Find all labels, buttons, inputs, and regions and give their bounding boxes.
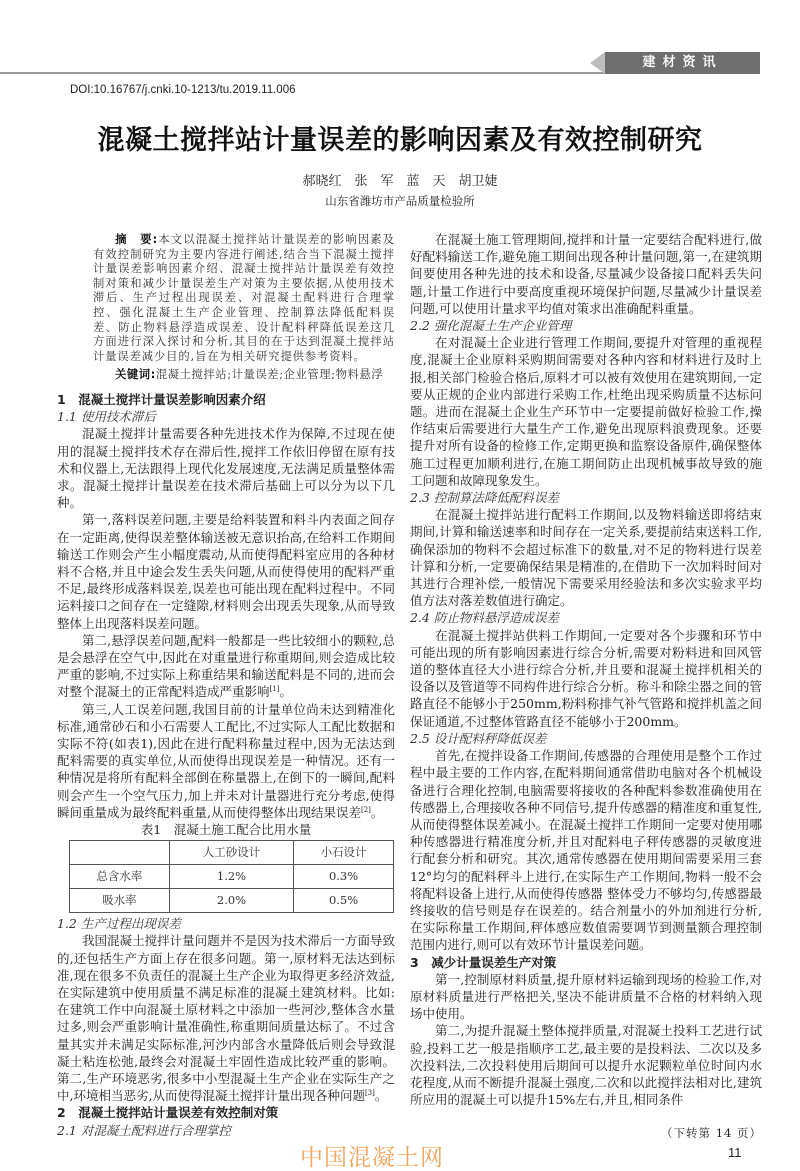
subsection-heading: 2.3 控制算法降低配料误差 xyxy=(410,490,559,506)
keywords-text: 混凝土搅拌站;计量误差;企业管理;物料悬浮 xyxy=(155,368,384,382)
paragraph-text: 我国混凝土搅拌计量问题并不是因为技术滞后一方面导致的,还包括生产方面上存在很多问题。第一,原材料无法达到标准,现在很多不负责任的混凝土生产企业为取得更多经济效益,在实际建筑中使用质量不满足标准的混凝土建筑材料。比如:在建筑工作中向混凝土原材料之中添加一些河沙,整体含水量过多,则会严重影响计量准确性,称重期间质量达标了。不过含量其实并未满足实际标准,河沙内部含水量降低后则会导致混凝土粘连松弛,最终会对混凝土牢固性造成比较严重的影响。第二,生产环境恶劣,很多中小型混凝土生产企业在实际生产之中,环境相当恶劣,从而使得混凝土搅拌计量出现各种问题 xyxy=(57,933,395,1104)
section-heading: 2 混凝土搅拌站计量误差有效控制对策 xyxy=(57,1105,279,1121)
table-header: 人工砂设计 xyxy=(169,841,293,865)
keywords xyxy=(93,368,395,383)
section-heading: 1 混凝土搅拌计量误差影响因素介绍 xyxy=(57,391,266,407)
paragraph: 第一,控制原材料质量,提升原材料运输到现场的检验工作,对原材料质量进行严格把关,坚决不能讲质量不合格的材料纳入现场中使用。 xyxy=(410,971,762,1022)
table-cell: 2.0% xyxy=(169,889,293,913)
paragraph: 在混凝土搅拌站供料工作期间,一定要对各个步骤和环节中可能出现的所有影响因素进行综合分析,需要对粉料进和回风管道的整体直径大小进行综合分析,并且要和混凝土搅拌机相关的设备以及管道等不同构件进行综合分析。称斗和除尘器之间的管路直径不能够小于250mm,粉料称排气补气管路和搅拌机盖之间保证通道,不过整体管路直径不能够小于200mm。 xyxy=(410,627,762,729)
table-header-row xyxy=(70,841,394,865)
paragraph: 在混凝土施工管理期间,搅拌和计量一定要结合配料进行,做好配料输送工作,避免施工期间出现各种计量问题,第一,在建筑期间要使用各种先进的技术和设备,尽量减少设备接口配料丢失问题,计量工作进行中要高度重视环境保护问题,尽量减少计量误差问题,可以使用计量求平均值对策求出准确配料重量。 xyxy=(410,232,762,316)
table-caption: 表1 混凝土施工配合比用水量 xyxy=(140,822,312,838)
abstract xyxy=(93,233,395,364)
subsection-heading: 1.1 使用技术滞后 xyxy=(57,409,156,425)
affiliation: 山东省潍坊市产品质量检验所 xyxy=(325,194,475,208)
page-number: 11 xyxy=(728,1144,742,1160)
left-column xyxy=(57,391,395,1139)
table-cell: 吸水率 xyxy=(70,889,170,913)
watermark: 中国混凝土网 xyxy=(300,1144,444,1171)
table-cell: 总含水率 xyxy=(70,865,170,889)
citation[interactable]: [1] xyxy=(269,685,280,694)
authors: 郝晓红 张 军 蓝 天 胡卫婕 xyxy=(302,174,498,189)
table-row xyxy=(70,889,394,913)
subsection-heading: 2.2 强化混凝土生产企业管理 xyxy=(410,318,572,334)
paragraph: 第三,人工误差问题,我国目前的计量单位尚未达到精准化标准,通常砂石和小石需要人工配比,不过实际人工配比数据和实际不符(如表1),因此在进行配料称量过程中,因为无法达到配料需要的真实单位,从而使得出现误差是一种情况。还有一种情况是将所有配料全部倒在称量器上,在倒下的一瞬间,配料则会产生一个空气压力,加上并未对计量器进行充分考虑,使得瞬间重量成为最终配料重量,从而使得整体出现结果误差[2]。 xyxy=(57,701,395,820)
section-badge: 建材资讯 xyxy=(605,52,760,74)
table-row xyxy=(70,865,394,889)
table-cell: 0.5% xyxy=(294,889,394,913)
paragraph: 第二,悬浮误差问题,配料一般都是一些比较细小的颗粒,总是会悬浮在空气中,因此在对重量进行称重期间,则会造成比较严重的影响,不过实际上称重结果和输送配料是不同的,进而会对整个混凝土的正常配料造成严重影响[1]。 xyxy=(57,632,395,700)
abstract-block xyxy=(93,233,395,383)
paragraph: 在混凝土搅拌站进行配料工作期间,以及物料输送即将结束期间,计算和输送速率和时间存在一定关系,要提前结束送料工作,确保添加的物料不会超过标准下的数量,对不足的物料进行误差计算和分析,一定要确保结果是精准的,在借助下一次加料时间对其进行合理补偿,一般情况下需要采用经验法和多次实验求平均值方法对落差数值进行确定。 xyxy=(410,507,762,609)
subsection-heading: 2.4 防止物料悬浮造成误差 xyxy=(410,610,559,626)
paper-title: 混凝土搅拌站计量误差的影响因素及有效控制研究 xyxy=(97,125,703,156)
paragraph: 我国混凝土搅拌计量问题并不是因为技术滞后一方面导致的,还包括生产方面上存在很多问题。第一,原材料无法达到标准,现在很多不负责任的混凝土生产企业为取得更多经济效益,在实际建筑中使用质量不满足标准的混凝土建筑材料。比如:在建筑工作中向混凝土原材料之中添加一些河沙,整体含水量过多,则会严重影响计量准确性,称重期间质量达标了。不过含量其实并未满足实际标准,河沙内部含水量降低后则会导致混凝土粘连松弛,最终会对混凝土牢固性造成比较严重的影响。第二,生产环境恶劣,很多中小型混凝土生产企业在实际生产之中,环境相当恶劣,从而使得混凝土搅拌计量出现各种问题[3]。 xyxy=(57,933,395,1104)
table-header xyxy=(70,841,170,865)
table-cell: 0.3% xyxy=(294,865,394,889)
citation[interactable]: [3] xyxy=(364,1089,375,1098)
paragraph: 混凝土搅拌计量需要各种先进技术作为保障,不过现在使用的混凝土搅拌技术存在滞后性,搅拌工作依旧停留在原有技术和仪器上,无法跟得上现代化发展速度,无法满足质量整体需求。混凝土搅拌计量误差在技术滞后基础上可以分为以下几种。 xyxy=(57,426,395,511)
keywords-label: 关键词: xyxy=(115,368,156,382)
paragraph: 首先,在搅拌设备工作期间,传感器的合理使用是整个工作过程中最主要的工作内容,在配料期间通常借助电脑对各个机械设备进行合理化控制,电脑需要将接收的各种配料参数准确使用在传感器上,合理接收各种不同信号,提升传感器的精准度和重复性,从而使得整体误差减小。在混凝土搅拌工作期间一定要对使用哪种传感器进行精准度分析,并且对配料电子秤传感器的灵敏度进行配套分析和研究。其次,通常传感器在使用期间需要采用三套12°均匀的配料秤斗上进行,在实际生产工作期间,物料一般不会将配料设备上进行,从而使得传感器 整体受力不够均匀,传感器最终接收的信号则是存在误差的。结合剂量小的外加剂进行分析,在实际称量工作期间,秤体感应数值需要调节到测量额合理控制范围内进行,则可以有效环节计量误差问题。 xyxy=(410,748,762,953)
paragraph: 第一,落料误差问题,主要是给料装置和料斗内表面之间存在一定距离,使得误差整体输送被无意识抬高,在给料工作期间输送工作则会产生小幅度震动,从而使得配料室应用的各种材料不合格,并且中途会发生丢失问题,从而使得使用的配料严重不足,最终形成落料误差,误差也可能出现在配料过程中。不同运料接口之间存在一定缝隙,材料则会出现丢失现象,从而导致整体上出现落料误差问题。 xyxy=(57,512,395,631)
badge-arrow-icon xyxy=(590,52,605,74)
abstract-label: 摘 要: xyxy=(115,233,159,246)
doi: DOI:10.16767/j.cnki.10-1213/tu.2019.11.006 xyxy=(70,84,296,96)
abstract-text: 本文以混凝土搅拌站计量误差的影响因素及有效控制研究为主要内容进行阐述,结合当下混凝土搅拌计量误差影响因素介绍、混凝土搅拌站计量误差有效控制对策和减少计量误差生产对策为主要依据,从使用技术滞后、生产过程出现误差、对混凝土配料进行合理掌控、强化混凝土生产企业管理、控制算法降低配料误差、防止物料悬浮造成误差、设计配料秤降低误差这几方面进行深入探讨和分析,其目的在于达到混凝土搅拌站计量误差减少目的,旨在为相关研究提供参考资料。 xyxy=(93,233,395,363)
citation[interactable]: [2] xyxy=(360,805,371,814)
subsection-heading: 1.2 生产过程出现误差 xyxy=(57,916,181,932)
right-column xyxy=(410,231,762,1143)
table-header: 小石设计 xyxy=(294,841,394,865)
paragraph: 第二,为提升混凝土整体搅拌质量,对混凝土投料工艺进行试验,投料工艺一般是指顺序工艺,最主要的是投料法、二次以及多次投料法,二次投料使用后期间可以提升水泥颗粒单位时间内水花程度,从而不断提升混凝土强度,二次和以此搅拌法相对比,建筑所应用的混凝土可以提升15%左右,并且,相同条件 xyxy=(410,1023,762,1108)
water-content-table xyxy=(69,840,394,913)
subsection-heading: 2.1 对混凝土配料进行合理掌控 xyxy=(57,1122,231,1138)
subsection-heading: 2.5 设计配料秤降低误差 xyxy=(410,730,547,746)
continued-note[interactable]: （下转第 14 页） xyxy=(661,1126,762,1141)
paragraph-text: 第二,悬浮误差问题,配料一般都是一些比较细小的颗粒,总是会悬浮在空气中,因此在对重量进行称重期间,则会造成比较严重的影响,不过实际上称重结果和输送配料是不同的,进而会对整个混凝土的正常配料造成严重影响 xyxy=(57,632,395,700)
section-heading: 3 减少计量误差生产对策 xyxy=(410,954,557,970)
table-cell: 1.2% xyxy=(169,865,293,889)
paragraph-text: 第三,人工误差问题,我国目前的计量单位尚未达到精准化标准,通常砂石和小石需要人工配比,不过实际人工配比数据和实际不符(如表1),因此在进行配料称量过程中,因为无法达到配料需要的真实单位,从而使得出现误差是一种情况。还有一种情况是将所有配料全部倒在称量器上,在倒下的一瞬间,配料则会产生一个空气压力,加上并未对计量器进行充分考虑,使得瞬间重量成为最终配料重量,从而使得整体出现结果误差 xyxy=(57,701,395,820)
paragraph: 在对混凝土企业进行管理工作期间,要提升对管理的重视程度,混凝土企业原料采购期间需要对各种内容和材料进行及时上报,相关部门检验合格后,原料才可以被有效使用在建筑期间,一定要从正规的企业内部进行采购工作,杜绝出现采购质量不达标问题。进而在混凝土企业生产环节中一定要提前做好检验工作,操作结束后需要进行大量生产工作,避免出现原料浪费现象。还要提升对所有设备的检修工作,定期更换和监察设备原件,确保整体施工过程更加顺利进行,在施工期间防止出现机械事故导致的施工问题和故障现象发生。 xyxy=(410,335,762,488)
